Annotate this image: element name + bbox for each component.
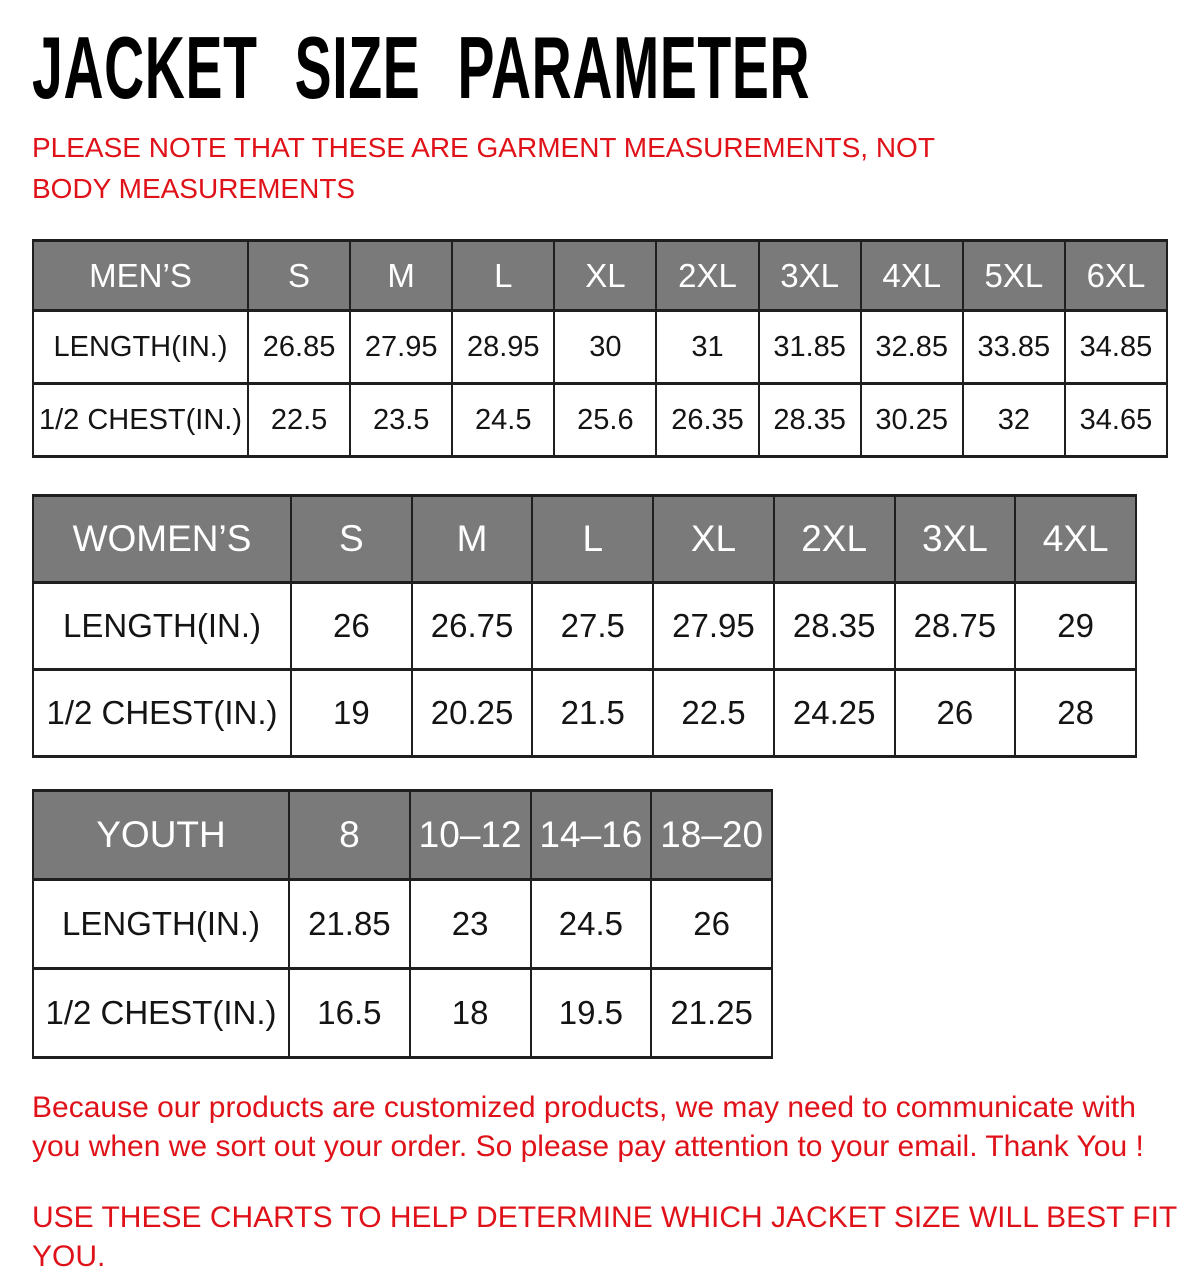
- mens-size-column-header: 4XL: [861, 241, 963, 311]
- measurement-value: 19: [291, 670, 412, 757]
- womens-size-column-header: L: [532, 496, 653, 583]
- measurement-value: 27.95: [350, 311, 452, 384]
- measurement-value: 26: [291, 583, 412, 670]
- measurement-value: 21.5: [532, 670, 653, 757]
- measurement-value: 28.95: [452, 311, 554, 384]
- measurement-value: 30.25: [861, 384, 963, 457]
- mens-size-column-header: M: [350, 241, 452, 311]
- mens-size-column-header: S: [248, 241, 350, 311]
- measurement-label: LENGTH(IN.): [33, 880, 289, 969]
- measurement-value: 26.75: [412, 583, 533, 670]
- measurement-value: 24.5: [531, 880, 652, 969]
- measurement-value: 20.25: [412, 670, 533, 757]
- customization-notice: Because our products are customized products, we may need to communicate with you when we sort out your order. So please pay attention to your email. Thank You !: [32, 1091, 1144, 1164]
- measurement-value: 34.85: [1065, 311, 1167, 384]
- garment-measurement-note: PLEASE NOTE THAT THESE ARE GARMENT MEASUREMENTS, NOT BODY MEASUREMENTS: [32, 132, 935, 204]
- measurement-value: 33.85: [963, 311, 1065, 384]
- womens-size-table: [32, 494, 1137, 758]
- youth-size-column-header: 8: [289, 791, 410, 880]
- youth-measurement-row: [33, 880, 772, 969]
- mens-size-column-header: L: [452, 241, 554, 311]
- measurement-value: 24.5: [452, 384, 554, 457]
- womens-size-column-header: M: [412, 496, 533, 583]
- womens-table-title: WOMEN’S: [33, 496, 291, 583]
- mens-size-column-header: 2XL: [656, 241, 758, 311]
- measurement-value: 31: [656, 311, 758, 384]
- womens-size-column-header: 3XL: [895, 496, 1016, 583]
- measurement-value: 32: [963, 384, 1065, 457]
- measurement-label: 1/2 CHEST(IN.): [33, 670, 291, 757]
- page-title: [32, 18, 1170, 117]
- measurement-value: 23.5: [350, 384, 452, 457]
- mens-size-table: [32, 239, 1168, 458]
- youth-size-column-header: 14–16: [531, 791, 652, 880]
- womens-size-column-header: S: [291, 496, 412, 583]
- measurement-value: 16.5: [289, 969, 410, 1058]
- measurement-value: 28.35: [774, 583, 895, 670]
- mens-size-column-header: 6XL: [1065, 241, 1167, 311]
- youth-size-column-header: 18–20: [651, 791, 772, 880]
- mens-header-row: [33, 241, 1167, 311]
- mens-table-title: MEN’S: [33, 241, 248, 311]
- womens-measurement-row: [33, 583, 1136, 670]
- womens-size-column-header: XL: [653, 496, 774, 583]
- fit-advice: USE THESE CHARTS TO HELP DETERMINE WHICH JACKET SIZE WILL BEST FIT YOU.: [32, 1201, 1177, 1274]
- measurement-label: 1/2 CHEST(IN.): [33, 969, 289, 1058]
- measurement-value: 26.35: [656, 384, 758, 457]
- mens-measurement-row: [33, 311, 1167, 384]
- measurement-value: 27.5: [532, 583, 653, 670]
- mens-size-column-header: XL: [554, 241, 656, 311]
- measurement-value: 25.6: [554, 384, 656, 457]
- measurement-label: LENGTH(IN.): [33, 311, 248, 384]
- measurement-label: 1/2 CHEST(IN.): [33, 384, 248, 457]
- mens-measurement-row: [33, 384, 1167, 457]
- measurement-value: 28: [1015, 670, 1136, 757]
- mens-size-column-header: 3XL: [759, 241, 861, 311]
- measurement-value: 26: [651, 880, 772, 969]
- measurement-value: 31.85: [759, 311, 861, 384]
- measurement-value: 28.75: [895, 583, 1016, 670]
- youth-table-title: YOUTH: [33, 791, 289, 880]
- measurement-value: 22.5: [653, 670, 774, 757]
- measurement-value: 32.85: [861, 311, 963, 384]
- measurement-value: 24.25: [774, 670, 895, 757]
- womens-header-row: [33, 496, 1136, 583]
- measurement-value: 28.35: [759, 384, 861, 457]
- measurement-value: 21.25: [651, 969, 772, 1058]
- measurement-value: 26.85: [248, 311, 350, 384]
- youth-measurement-row: [33, 969, 772, 1058]
- measurement-label: LENGTH(IN.): [33, 583, 291, 670]
- measurement-value: 30: [554, 311, 656, 384]
- measurement-value: 22.5: [248, 384, 350, 457]
- youth-size-column-header: 10–12: [410, 791, 531, 880]
- womens-measurement-row: [33, 670, 1136, 757]
- measurement-value: 23: [410, 880, 531, 969]
- youth-header-row: [33, 791, 772, 880]
- womens-size-column-header: 2XL: [774, 496, 895, 583]
- measurement-value: 27.95: [653, 583, 774, 670]
- measurement-value: 34.65: [1065, 384, 1167, 457]
- page-title-text: JACKET SIZE PARAMETER: [32, 18, 811, 117]
- measurement-value: 29: [1015, 583, 1136, 670]
- womens-size-column-header: 4XL: [1015, 496, 1136, 583]
- measurement-value: 18: [410, 969, 531, 1058]
- measurement-value: 21.85: [289, 880, 410, 969]
- youth-size-table: [32, 789, 773, 1059]
- measurement-value: 26: [895, 670, 1016, 757]
- measurement-value: 19.5: [531, 969, 652, 1058]
- mens-size-column-header: 5XL: [963, 241, 1065, 311]
